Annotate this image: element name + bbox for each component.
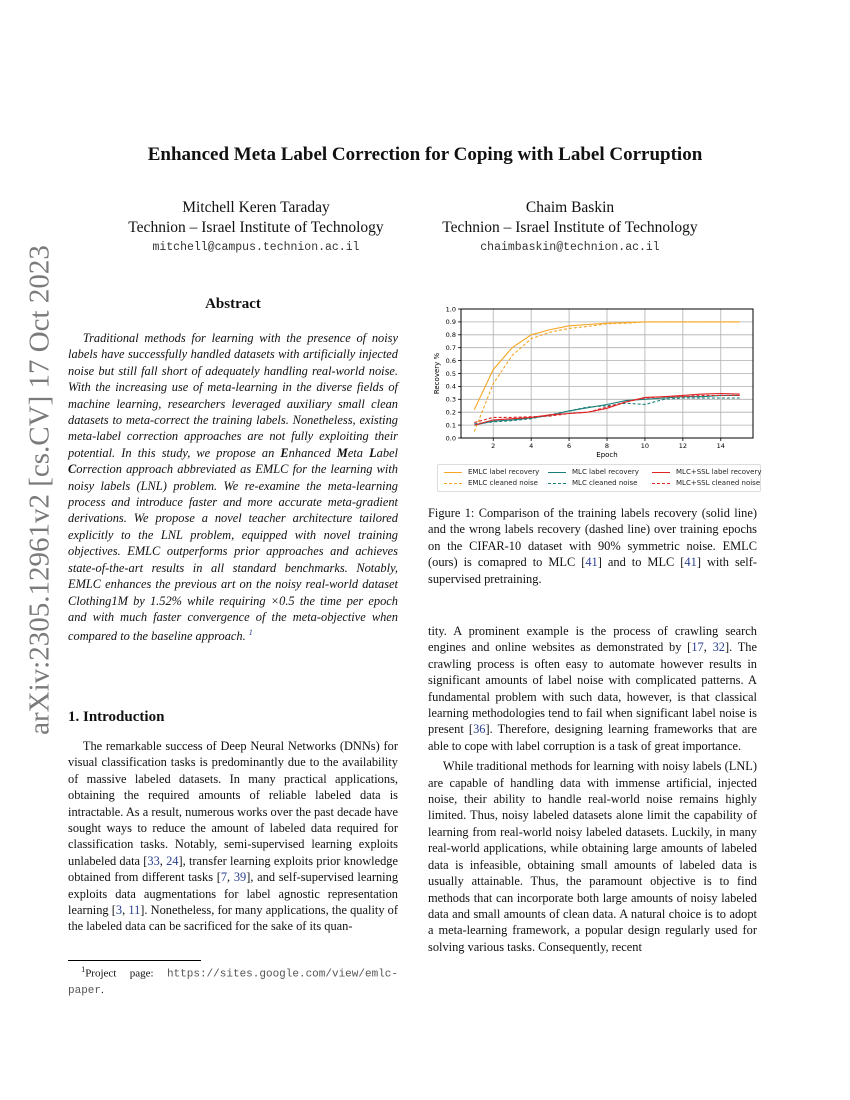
legend-item [444,479,538,487]
x-tick-label: 14 [716,442,725,450]
y-tick-label: 0.5 [445,369,456,378]
author-email[interactable]: mitchell@campus.technion.ac.il [152,241,360,254]
x-tick-label: 12 [678,442,687,450]
legend-item [548,479,637,487]
x-tick-label: 6 [567,442,572,450]
x-axis-ticks [491,438,725,450]
legend-label: EMLC label recovery [468,468,540,476]
legend-label: MLC label recovery [572,468,639,476]
abstract-text: abel [376,445,398,460]
y-tick-label: 0.3 [445,395,456,404]
legend-item [548,468,639,476]
citation-link[interactable]: 24 [166,853,179,868]
arxiv-stamp: arXiv:2305.12961v2 [cs.CV] 17 Oct 2023 [23,245,56,735]
footnote-end: . [101,983,104,996]
y-tick-label: 0.2 [445,408,456,417]
paragraph: While traditional methods for learning with noisy labels (LNL) are capable of handling data with immense artificial, injected noise, their ability to handle real-world noise remains highly limited. Thus, noisy labeled datasets alone limit the capability of learning from real-world noisy labeled datasets. Luckily, in many real-world applications, while obtaining large amounts of labeled data is infeasible, obtaining small amounts of labeled data is usually attainable. Thus, the paramount objective is to find methods that can incorporate both large amounts of noisy labeled data and small amounts of clean data. A natural choice is to adopt a meta-learning framework, a popular design regularly used for solving various tasks. Consequently, recent [428,759,757,954]
legend-swatch [548,483,566,484]
y-tick-label: 0.4 [445,382,456,391]
footnote [68,962,398,999]
citation-link[interactable]: 17 [691,640,704,655]
body-text: ]. The crawling process is often easy to automate however results in significant amounts of label noise with complicated patterns. A fundamental problem with such data, however, is that classical learning methodologies tend to fail when significant label noise is present [ [428,640,757,737]
body-text: ], and self-supervised learning exploits data augmentations for label agnostic representation learning [ [68,870,399,918]
y-tick-label: 0.9 [445,318,456,327]
figure-1-caption [428,505,757,587]
legend-swatch [652,472,670,473]
introduction-continued [428,623,757,955]
citation-link[interactable]: 39 [233,870,247,885]
x-tick-label: 10 [640,442,650,450]
abstract-text: Traditional methods for learning with the presence of noisy labels have successfully handled datasets with artificially injected noise but still fall short of adequately handling real-world noise. With the increasing use of meta-learning in the diverse fields of machine learning, researchers leveraged auxiliary small clean datasets to meta-correct the training labels. Nonetheless, existing meta-label correction approaches are not fully exploiting their potential. In this study, we propose an [68,331,398,460]
project-page-link[interactable]: https://sites.google.com/view/emlc-paper [68,968,398,997]
author-affiliation: Technion – Israel Institute of Technology [128,219,384,236]
legend-item [652,468,762,476]
citation-link[interactable]: 32 [712,640,725,655]
legend-swatch [444,483,462,484]
abstract-heading: Abstract [205,296,261,312]
introduction-body [68,738,398,935]
body-text: tity. A prominent example is the process of crawling search engines and online websites as demonstrated by [ [428,624,757,655]
caption-text: ] and to MLC [ [597,555,685,570]
y-tick-label: 0.0 [445,434,456,443]
citation-link[interactable]: 3 [115,903,123,918]
y-tick-label: 0.8 [445,331,456,340]
abstract-text: orrection approach abbreviated as EMLC for the learning with noisy labels (LNL) problem. We re-examine the meta-learning process and introduce faster and more accurate meta-gradient derivations. We propose a novel teacher architecture tailored explicitly to the LNL problem, equipped with novel training objectives. EMLC outperforms prior approaches and achieves state-of-the-art results in all standard benchmarks. Notably, EMLC enhances the previous art on the noisy real-world dataset Clothing1M by 1.52% while requiring ×0.5 the time per epoch and with much faster convergence of the meta-objective when compared to the baseline approach. [68,462,398,644]
legend-item [444,468,539,476]
author-email[interactable]: chaimbaskin@technion.ac.il [480,241,660,254]
y-axis-label: Recovery % [433,352,441,395]
citation-link[interactable]: 41 [684,555,697,570]
abstract-text: eta [347,445,370,460]
legend-swatch [548,472,566,473]
x-axis-label: Epoch [596,451,618,459]
legend-label: EMLC cleaned noise [468,479,538,487]
author-name: Mitchell Keren Taraday [182,199,330,216]
y-tick-label: 0.7 [445,344,456,352]
body-text: ], transfer learning exploits prior knowledge obtained from different tasks [ [68,853,398,885]
citation-link[interactable]: 33 [147,853,160,868]
citation-link[interactable]: 41 [585,555,598,570]
citation-link[interactable]: 7 [220,870,228,885]
acronym-letter: L [369,445,377,460]
acronym-letter: C [68,462,77,477]
author-name: Chaim Baskin [525,199,615,216]
legend-label: MLC cleaned noise [572,479,638,487]
footnote-mark: 1 [81,965,86,974]
footnote-link[interactable]: 1 [248,628,253,638]
caption-text: Figure 1: Comparison of the training labels recovery (solid line) and the wrong labels recovery (dashed line) over training epochs on the CIFAR-10 dataset with 90% symmetric noise. EMLC (ours) is comapred to MLC [ [428,506,757,570]
citation-link[interactable]: 36 [473,722,486,737]
legend-item [652,479,760,487]
author-2 [430,198,710,258]
body-text: , [227,870,234,885]
legend-swatch [652,483,670,484]
acronym-letter: E [280,445,289,460]
y-axis-ticks [446,305,461,442]
body-text: , [159,853,167,868]
body-text: , [122,903,129,918]
body-text: ]. Nonetheless, for many applications, the quality of the labeled data can be sacrificed for the sake of its quan- [68,903,398,934]
x-tick-label: 4 [529,442,534,450]
y-tick-label: 1.0 [445,305,456,314]
x-tick-label: 2 [491,442,496,450]
chart-legend [437,464,761,492]
y-tick-label: 0.1 [445,421,456,430]
abstract-text: nhanced [288,445,337,460]
author-1 [118,198,394,258]
paper-title: Enhanced Meta Label Correction for Coping with Label Corruption [147,144,703,165]
author-affiliation: Technion – Israel Institute of Technology [442,219,698,236]
section-heading-introduction: 1. Introduction [68,709,165,725]
body-text: The remarkable success of Deep Neural Networks (DNNs) for visual classification tasks is predominantly due to the availability of massive labeled datasets. In many practical applications, obtaining the required amounts of reliable labeled data is intractable. As a result, numerous works over the past decade have sought ways to reduce the amount of labeled data required for classification tasks. Notably, semi-supervised learning exploits unlabeled data [ [68,739,398,868]
footnote-rule [68,960,201,961]
abstract-body [68,330,398,645]
legend-label: MLC+SSL label recovery [676,468,762,476]
acronym-letter: M [336,445,348,460]
body-text: , [703,640,713,655]
body-text: ]. Therefore, designing learning frameworks that are able to cope with label corruption is a task of great importance. [428,722,757,753]
citation-link[interactable]: 11 [128,903,141,918]
legend-swatch [444,472,462,473]
footnote-label: Project page: [85,967,167,980]
x-tick-label: 8 [604,442,610,450]
y-tick-label: 0.6 [445,356,456,365]
legend-label: MLC+SSL cleaned noise [676,479,761,487]
caption-text: ] with self-supervised pretraining. [428,555,757,586]
figure-1-chart [430,300,770,462]
